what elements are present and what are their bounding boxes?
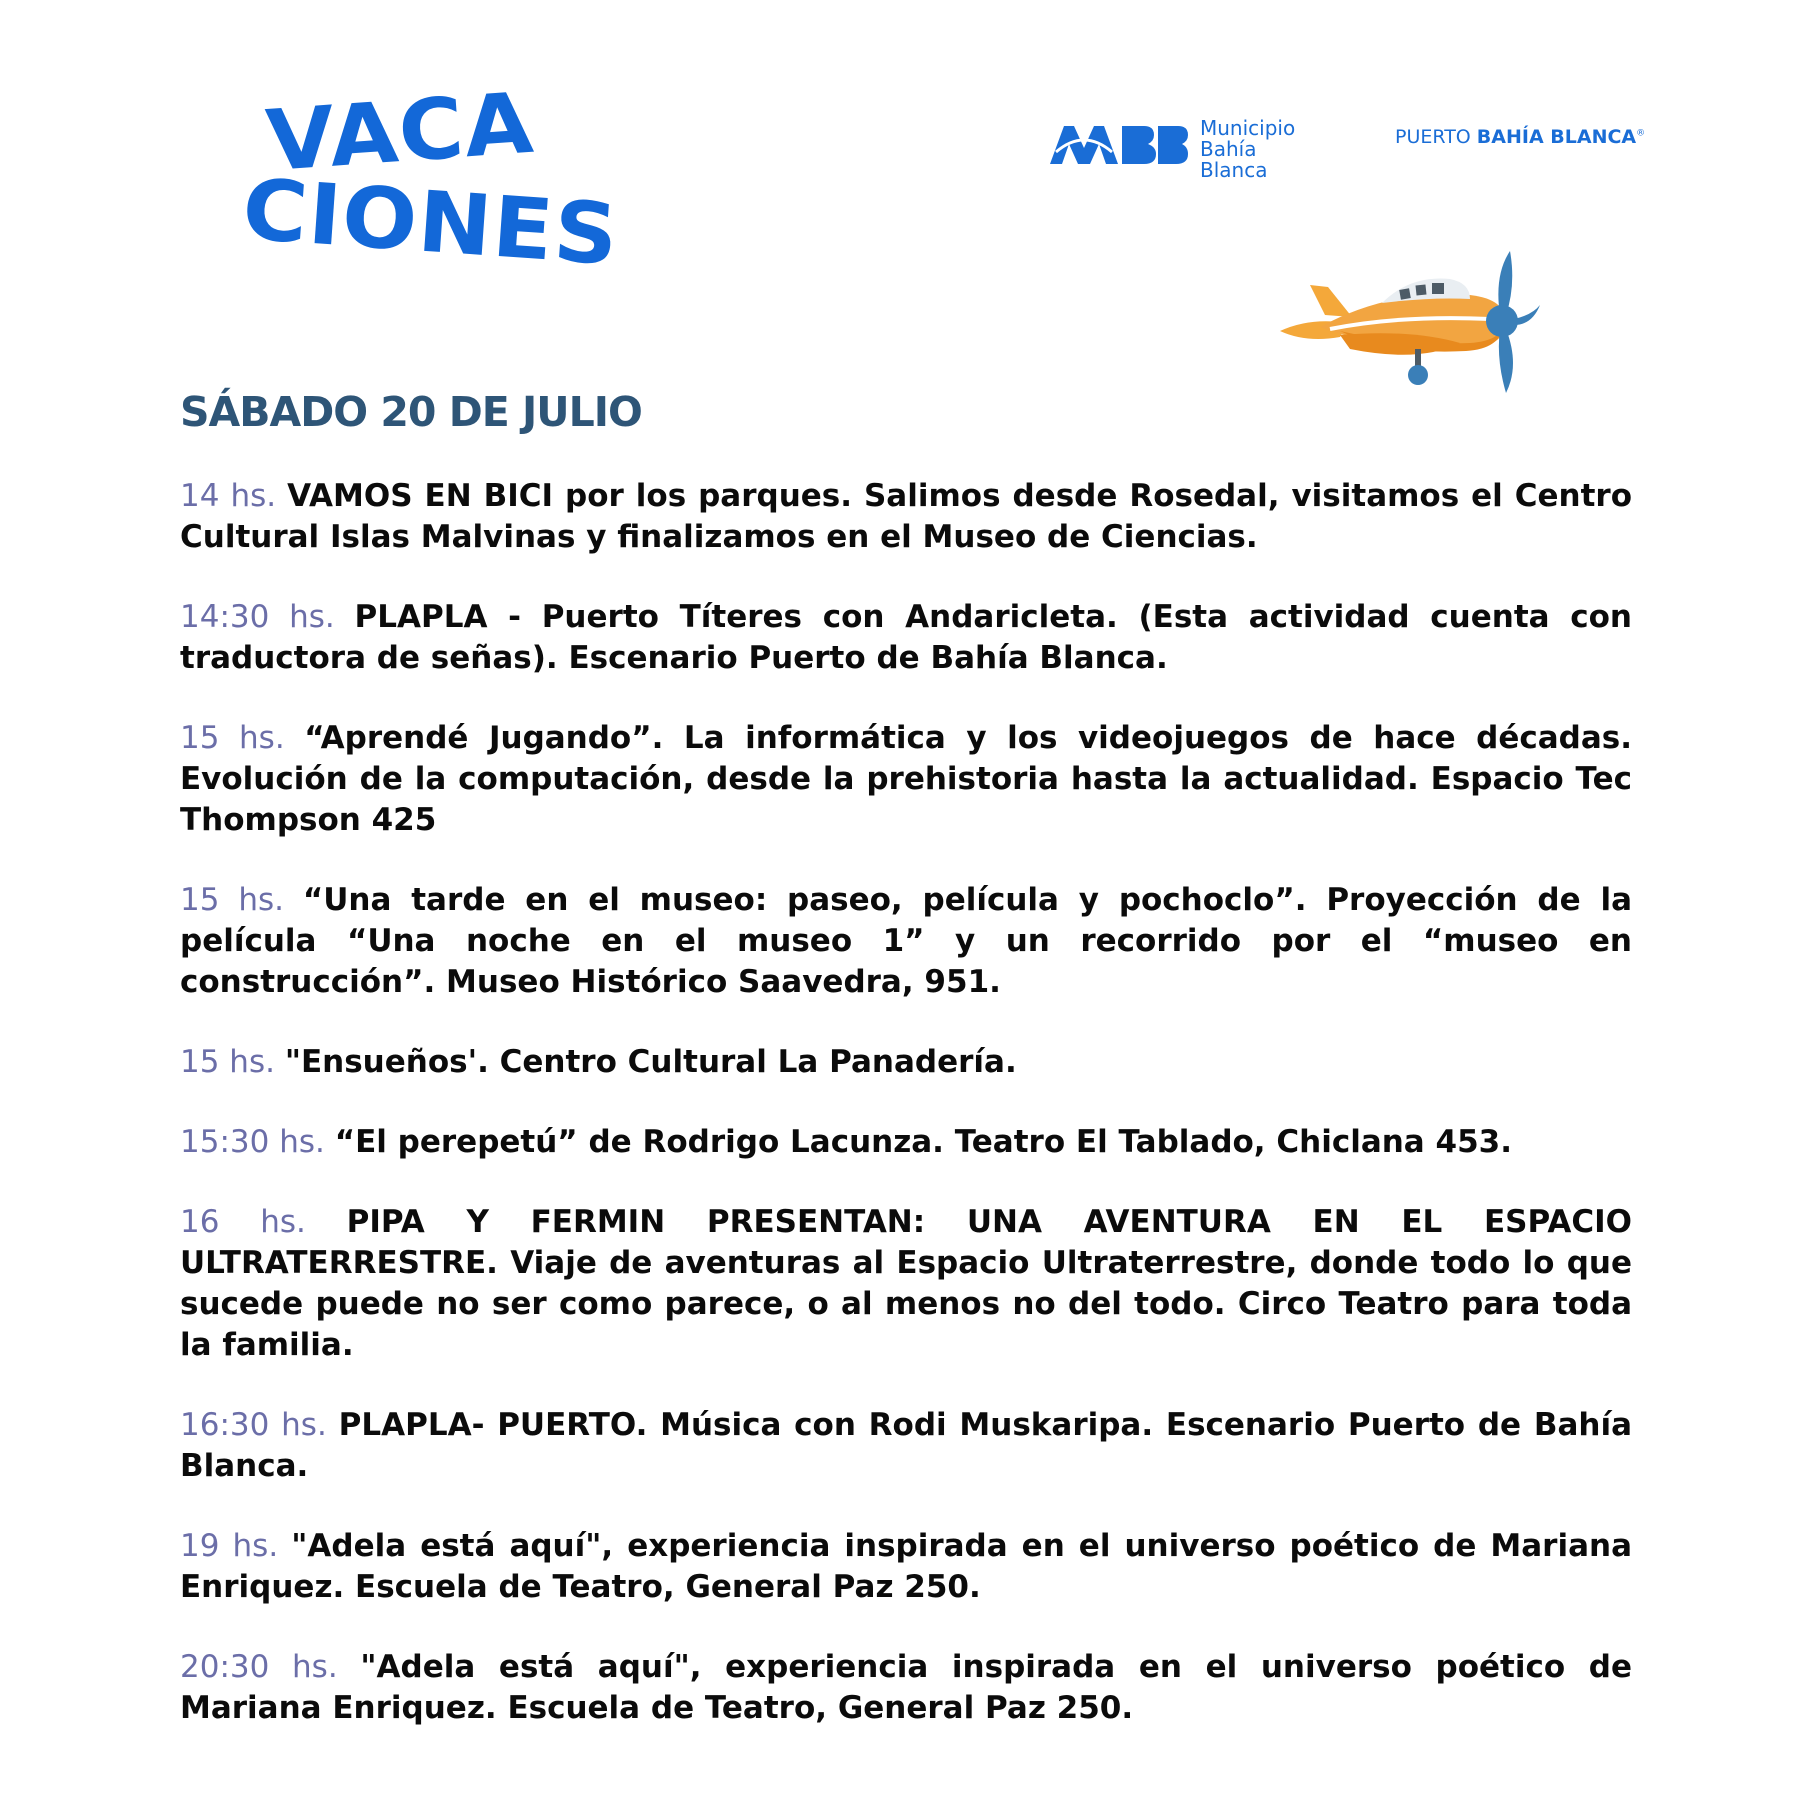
municipio-line-3: Blanca: [1200, 158, 1268, 182]
event-item: [180, 1526, 1632, 1608]
event-desc: "Adela está aquí", experiencia inspirada en el universo poético de Mariana Enriquez. Escuela de Teatro, General Paz 250.: [180, 1649, 1632, 1726]
puerto-light: PUERTO: [1395, 126, 1471, 148]
event-time: 15 hs.: [180, 882, 284, 918]
event-desc: “Aprendé Jugando”. La informática y los videojuegos de hace décadas. Evolución de la computación, desde la prehistoria hasta la actualidad. Espacio Tec Thompson 425: [180, 720, 1633, 838]
airplane-icon: [1270, 245, 1540, 395]
event-desc: PLAPLA - Puerto Títeres con Andaricleta. (Esta actividad cuenta con traductora de señas). Escenario Puerto de Bahía Blanca.: [180, 599, 1632, 676]
puerto-logo: [1395, 126, 1645, 148]
event-item: [180, 597, 1632, 679]
event-desc: PLAPLA- PUERTO. Música con Rodi Muskaripa. Escenario Puerto de Bahía Blanca.: [180, 1407, 1633, 1484]
event-desc: PIPA Y FERMIN PRESENTAN: UNA AVENTURA EN EL ESPACIO ULTRATERRESTRE. Viaje de aventuras al Espacio Ultraterrestre, donde todo lo que sucede puede no ser como parece, o al menos no del todo. Circo Teatro para toda la familia.: [180, 1204, 1633, 1363]
event-time: 20:30 hs.: [180, 1649, 338, 1685]
event-item: [180, 1122, 1632, 1163]
events-list: [180, 476, 1632, 1768]
event-item: [180, 1042, 1632, 1083]
mbb-emblem-icon: [1050, 122, 1188, 166]
event-time: 16:30 hs.: [180, 1407, 327, 1443]
municipio-logo: [1050, 118, 1320, 188]
municipio-line-2: Bahía: [1200, 137, 1257, 161]
event-time: 15 hs.: [180, 720, 285, 756]
event-desc: "Ensueños'. Centro Cultural La Panadería.: [284, 1044, 1017, 1080]
event-item: [180, 1202, 1632, 1366]
vacaciones-logo: [239, 73, 622, 285]
logo-line-1: VACA: [263, 73, 537, 191]
event-item: [180, 1647, 1632, 1729]
page-title: SÁBADO 20 DE JULIO: [180, 388, 642, 436]
event-item: [180, 1405, 1632, 1487]
event-time: 19 hs.: [180, 1528, 279, 1564]
logo-line-2: CIONES: [239, 160, 622, 285]
event-time: 16 hs.: [180, 1204, 306, 1240]
event-item: [180, 880, 1632, 1003]
event-item: [180, 718, 1632, 841]
puerto-mark: ®: [1636, 128, 1646, 139]
event-time: 15:30 hs.: [180, 1124, 325, 1160]
event-item: [180, 476, 1632, 558]
event-desc: “El perepetú” de Rodrigo Lacunza. Teatro El Tablado, Chiclana 453.: [334, 1124, 1513, 1160]
event-time: 15 hs.: [180, 1044, 275, 1080]
municipio-line-1: Municipio: [1200, 116, 1296, 140]
event-time: 14 hs.: [180, 478, 277, 514]
event-desc: "Adela está aquí", experiencia inspirada en el universo poético de Mariana Enriquez. Escuela de Teatro, General Paz 250.: [180, 1528, 1633, 1605]
event-desc: VAMOS EN BICI por los parques. Salimos desde Rosedal, visitamos el Centro Cultural Islas Malvinas y finalizamos en el Museo de Ciencias.: [180, 478, 1632, 555]
event-time: 14:30 hs.: [180, 599, 335, 635]
event-desc: “Una tarde en el museo: paseo, película y pochoclo”. Proyección de la película “Una noche en el museo 1” y un recorrido por el “museo en construcción”. Museo Histórico Saavedra, 951.: [180, 882, 1633, 1000]
puerto-bold: BAHÍA BLANCA: [1476, 126, 1637, 148]
